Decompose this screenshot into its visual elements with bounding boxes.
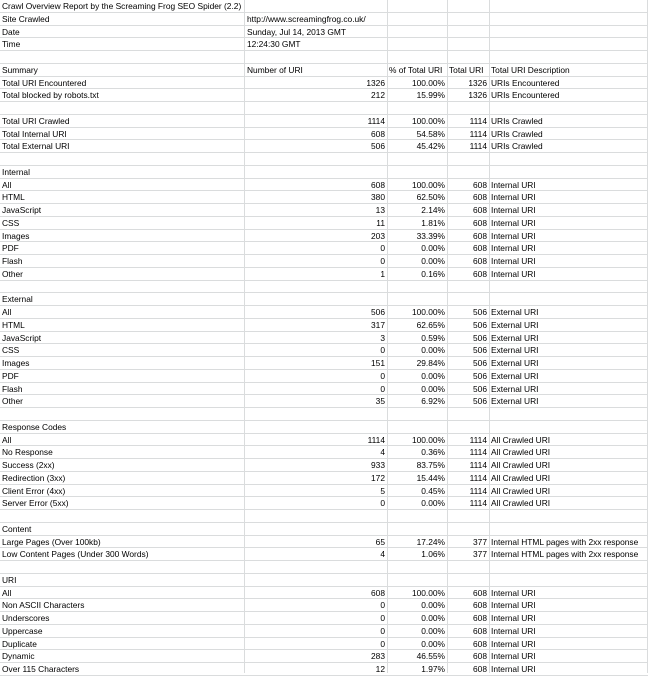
cell-total[interactable]: 377 xyxy=(473,536,487,547)
table-row xyxy=(0,536,648,549)
table-row xyxy=(0,242,648,255)
cell-description[interactable]: URIs Encountered xyxy=(491,90,560,101)
cell-label[interactable]: Images xyxy=(2,230,30,241)
cell-label[interactable]: Large Pages (Over 100kb) xyxy=(2,536,101,547)
table-row xyxy=(0,268,648,281)
cell-description[interactable]: Internal URI xyxy=(491,179,536,190)
cell-number[interactable]: 172 xyxy=(371,472,385,483)
cell-number[interactable]: 0 xyxy=(380,243,385,254)
cell-number[interactable]: 0 xyxy=(380,383,385,394)
cell-number[interactable]: 0 xyxy=(380,498,385,509)
cell-label[interactable]: HTML xyxy=(2,192,25,203)
cell-number[interactable]: 933 xyxy=(371,460,385,470)
cell-label[interactable]: HTML xyxy=(2,319,25,330)
table-row xyxy=(0,179,648,192)
table-row xyxy=(0,383,648,396)
cell-description[interactable]: External URI xyxy=(491,319,539,330)
table-row xyxy=(0,217,648,230)
cell-label[interactable]: Client Error (4xx) xyxy=(2,485,66,496)
cell-total[interactable]: 1326 xyxy=(468,77,487,88)
cell-description[interactable]: Internal HTML pages with 2xx response xyxy=(491,536,639,547)
table-row xyxy=(0,599,648,612)
cell-total[interactable]: 608 xyxy=(473,256,487,266)
cell-description[interactable]: Total URI Description xyxy=(491,64,570,75)
table-row xyxy=(0,77,648,90)
cell-total[interactable]: 1114 xyxy=(469,485,487,496)
cell-number[interactable]: 151 xyxy=(371,358,385,368)
cell-total[interactable]: 1114 xyxy=(469,498,487,509)
cell-label[interactable]: Other xyxy=(2,396,23,407)
cell-label[interactable]: CSS xyxy=(2,217,20,228)
cell-number[interactable]: 0 xyxy=(380,638,385,649)
cell-number[interactable]: 380 xyxy=(371,192,385,203)
table-row xyxy=(0,497,648,510)
cell-value[interactable]: 12:24:30 GMT xyxy=(247,39,301,50)
cell-description[interactable]: Internal URI xyxy=(491,613,536,623)
cell-description[interactable]: External URI xyxy=(491,370,539,381)
cell-description[interactable]: Internal URI xyxy=(491,217,536,228)
cell-percent[interactable]: 6.92% xyxy=(421,396,445,407)
table-row xyxy=(0,523,648,536)
cell-percent[interactable]: 62.50% xyxy=(416,192,445,203)
cell-label[interactable]: External xyxy=(2,294,33,305)
cell-percent[interactable]: 1.81% xyxy=(421,217,445,228)
cell-total[interactable]: 506 xyxy=(473,345,487,356)
cell-description[interactable]: URIs Encountered xyxy=(491,77,560,88)
table-row xyxy=(0,306,648,319)
cell-description[interactable]: URIs Crawled xyxy=(491,115,543,126)
cell-percent[interactable]: 100.00% xyxy=(411,434,445,445)
cell-description[interactable]: URIs Crawled xyxy=(491,128,543,139)
table-row xyxy=(0,370,648,383)
cell-number[interactable]: 283 xyxy=(371,651,385,662)
cell-number[interactable]: 1114 xyxy=(367,115,385,126)
cell-label[interactable]: Other xyxy=(2,268,23,279)
table-row xyxy=(0,510,648,523)
table-row xyxy=(0,64,648,77)
cell-number[interactable]: 0 xyxy=(380,256,385,266)
table-row xyxy=(0,140,648,153)
cell-label[interactable]: Redirection (3xx) xyxy=(2,472,66,483)
table-row xyxy=(0,485,648,498)
cell-label[interactable]: Underscores xyxy=(2,613,50,623)
cell-percent[interactable]: 0.00% xyxy=(421,256,445,266)
cell-total[interactable]: 1114 xyxy=(469,115,487,126)
cell-percent[interactable]: 100.00% xyxy=(411,179,445,190)
cell-label[interactable]: Content xyxy=(2,523,32,534)
cell-header-percent[interactable]: % of Total URI xyxy=(389,64,443,75)
cell-number[interactable]: 608 xyxy=(371,128,385,139)
cell-total[interactable]: 1114 xyxy=(469,128,487,139)
table-row xyxy=(0,293,648,306)
cell-number[interactable]: 608 xyxy=(371,587,385,598)
cell-percent[interactable]: 0.00% xyxy=(421,383,445,394)
cell-description[interactable]: Internal URI xyxy=(491,230,536,241)
cell-percent[interactable]: 83.75% xyxy=(416,460,445,470)
table-row xyxy=(0,625,648,638)
cell-number[interactable]: 1 xyxy=(380,268,385,279)
cell-label[interactable]: PDF xyxy=(2,370,19,381)
table-row xyxy=(0,548,648,561)
cell-label[interactable]: Low Content Pages (Under 300 Words) xyxy=(2,549,149,560)
cell-percent[interactable]: 46.55% xyxy=(416,651,445,662)
cell-description[interactable]: Internal URI xyxy=(491,268,536,279)
cell-number[interactable]: 203 xyxy=(371,230,385,241)
cell-number[interactable]: 608 xyxy=(371,179,385,190)
cell-description[interactable]: External URI xyxy=(491,358,539,368)
cell-total[interactable]: 608 xyxy=(473,651,487,662)
cell-total[interactable]: 608 xyxy=(473,613,487,623)
table-row xyxy=(0,434,648,447)
cell-description[interactable]: All Crawled URI xyxy=(491,447,551,458)
cell-label[interactable]: Success (2xx) xyxy=(2,460,55,470)
table-row xyxy=(0,191,648,204)
cell-percent[interactable]: 15.44% xyxy=(416,472,445,483)
cell-description[interactable]: All Crawled URI xyxy=(491,498,551,509)
cell-value[interactable]: Number of URI xyxy=(247,64,303,75)
cell-label[interactable]: Response Codes xyxy=(2,421,67,432)
cell-total[interactable]: 1114 xyxy=(469,141,487,152)
cell-total[interactable]: 506 xyxy=(473,319,487,330)
cell-label[interactable]: Total External URI xyxy=(2,141,70,152)
cell-number[interactable]: 212 xyxy=(371,90,385,101)
table-row xyxy=(0,561,648,574)
cell-percent[interactable]: 45.42% xyxy=(416,141,445,152)
cell-percent[interactable]: 15.99% xyxy=(416,90,445,101)
cell-label[interactable]: JavaScript xyxy=(2,205,42,215)
cell-number[interactable]: 1326 xyxy=(366,77,385,88)
cell-description[interactable]: Internal URI xyxy=(491,651,536,662)
cell-label[interactable]: Dynamic xyxy=(2,651,35,662)
table-row xyxy=(0,26,648,39)
cell-label[interactable]: Crawl Overview Report by the Screaming Frog SEO Spider (2.2) xyxy=(2,1,242,11)
table-row xyxy=(0,115,648,128)
cell-label[interactable]: Time xyxy=(2,39,21,50)
table-row xyxy=(0,459,648,472)
cell-label[interactable]: CSS xyxy=(2,345,20,356)
cell-description[interactable]: Internal URI xyxy=(491,192,536,203)
cell-total[interactable]: 506 xyxy=(473,396,487,407)
cell-number[interactable]: 35 xyxy=(375,396,385,407)
table-row xyxy=(0,472,648,485)
cell-number[interactable]: 506 xyxy=(371,307,385,317)
cell-total[interactable]: 608 xyxy=(473,664,487,674)
cell-total[interactable]: 506 xyxy=(473,383,487,394)
cell-label[interactable]: Total Internal URI xyxy=(2,128,67,139)
table-row xyxy=(0,319,648,332)
cell-label[interactable]: All xyxy=(2,179,12,190)
cell-label[interactable]: Internal xyxy=(2,166,30,177)
cell-label[interactable]: Server Error (5xx) xyxy=(2,498,69,509)
cell-percent[interactable]: 0.00% xyxy=(421,498,445,509)
cell-number[interactable]: 0 xyxy=(380,600,385,611)
table-row xyxy=(0,51,648,64)
cell-total[interactable]: 608 xyxy=(473,217,487,228)
table-row xyxy=(0,421,648,434)
cell-percent[interactable]: 0.16% xyxy=(421,268,445,279)
cell-label[interactable]: URI xyxy=(2,574,17,585)
cell-description[interactable]: Internal URI xyxy=(491,625,536,636)
cell-percent[interactable]: 62.65% xyxy=(416,319,445,330)
cell-description[interactable]: Internal URI xyxy=(491,600,536,611)
cell-label[interactable]: All xyxy=(2,587,12,598)
cell-header-total[interactable]: Total URI xyxy=(449,64,484,75)
cell-percent[interactable]: 0.59% xyxy=(421,332,445,343)
cell-value[interactable]: Sunday, Jul 14, 2013 GMT xyxy=(247,26,347,37)
table-row xyxy=(0,89,648,102)
cell-total[interactable]: 1114 xyxy=(469,472,487,483)
cell-total[interactable]: 608 xyxy=(473,600,487,611)
table-row xyxy=(0,332,648,345)
table-row xyxy=(0,446,648,459)
cell-percent[interactable]: 0.00% xyxy=(421,345,445,356)
cell-number[interactable]: 11 xyxy=(376,217,385,228)
cell-percent[interactable]: 0.00% xyxy=(421,370,445,381)
cell-percent[interactable]: 1.97% xyxy=(421,664,445,674)
cell-label[interactable]: Duplicate xyxy=(2,638,37,649)
cell-description[interactable]: Internal URI xyxy=(491,587,536,598)
cell-label[interactable]: Date xyxy=(2,26,20,37)
cell-number[interactable]: 0 xyxy=(380,345,385,356)
cell-number[interactable]: 317 xyxy=(371,319,385,330)
table-row xyxy=(0,204,648,217)
cell-label[interactable]: Total URI Crawled xyxy=(2,115,70,126)
cell-label[interactable]: Total URI Encountered xyxy=(2,77,87,88)
cell-total[interactable]: 1114 xyxy=(469,434,487,445)
cell-number[interactable]: 0 xyxy=(380,625,385,636)
cell-number[interactable]: 12 xyxy=(375,664,385,674)
table-row xyxy=(0,0,648,13)
cell-total[interactable]: 377 xyxy=(473,549,487,560)
cell-percent[interactable]: 0.00% xyxy=(421,600,445,611)
table-row xyxy=(0,344,648,357)
cell-description[interactable]: External URI xyxy=(491,332,539,343)
cell-label[interactable]: Non ASCII Characters xyxy=(2,600,85,611)
cell-description[interactable]: Internal URI xyxy=(491,256,536,266)
cell-total[interactable]: 608 xyxy=(473,192,487,203)
cell-number[interactable]: 3 xyxy=(380,332,385,343)
cell-number[interactable]: 65 xyxy=(375,536,385,547)
cell-number[interactable]: 506 xyxy=(371,141,385,152)
table-row xyxy=(0,153,648,166)
cell-total[interactable]: 1114 xyxy=(469,447,487,458)
table-row xyxy=(0,13,648,26)
cell-label[interactable]: Flash xyxy=(2,256,23,266)
cell-total[interactable]: 608 xyxy=(473,205,487,215)
cell-description[interactable]: All Crawled URI xyxy=(491,472,551,483)
table-row xyxy=(0,357,648,370)
cell-percent[interactable]: 2.14% xyxy=(421,205,445,215)
cell-description[interactable]: All Crawled URI xyxy=(491,485,551,496)
table-row xyxy=(0,230,648,243)
cell-label[interactable]: Site Crawled xyxy=(2,13,50,24)
cell-number[interactable]: 4 xyxy=(380,549,385,560)
cell-number[interactable]: 5 xyxy=(380,485,385,496)
cell-percent[interactable]: 33.39% xyxy=(416,230,445,241)
cell-description[interactable]: Internal URI xyxy=(491,638,536,649)
cell-total[interactable]: 506 xyxy=(473,307,487,317)
table-row xyxy=(0,408,648,421)
cell-description[interactable]: All Crawled URI xyxy=(491,460,551,470)
table-row xyxy=(0,574,648,587)
cell-percent[interactable]: 0.00% xyxy=(421,243,445,254)
table-row xyxy=(0,638,648,651)
cell-number[interactable]: 0 xyxy=(380,613,385,623)
cell-percent[interactable]: 54.58% xyxy=(416,128,445,139)
cell-percent[interactable]: 17.24% xyxy=(416,536,445,547)
cell-percent[interactable]: 0.36% xyxy=(421,447,445,458)
cell-total[interactable]: 608 xyxy=(473,638,487,649)
cell-total[interactable]: 608 xyxy=(473,230,487,241)
table-row xyxy=(0,587,648,600)
cell-percent[interactable]: 0.00% xyxy=(421,638,445,649)
cell-total[interactable]: 506 xyxy=(473,358,487,368)
cell-value[interactable]: http://www.screamingfrog.co.uk/ xyxy=(247,13,366,24)
table-row xyxy=(0,255,648,268)
cell-total[interactable]: 608 xyxy=(473,243,487,254)
cell-description[interactable]: All Crawled URI xyxy=(491,434,551,445)
cell-label[interactable]: All xyxy=(2,307,12,317)
cell-percent[interactable]: 100.00% xyxy=(411,115,445,126)
cell-percent[interactable]: 29.84% xyxy=(416,358,445,368)
cell-label[interactable]: Flash xyxy=(2,383,23,394)
cell-description[interactable]: Internal HTML pages with 2xx response xyxy=(491,549,639,560)
table-row xyxy=(0,612,648,625)
cell-description[interactable]: Internal URI xyxy=(491,205,536,215)
cell-label[interactable]: All xyxy=(2,434,12,445)
cell-percent[interactable]: 0.45% xyxy=(421,485,445,496)
cell-number[interactable]: 4 xyxy=(380,447,385,458)
cell-total[interactable]: 506 xyxy=(473,332,487,343)
cell-total[interactable]: 608 xyxy=(473,625,487,636)
cell-percent[interactable]: 0.00% xyxy=(421,625,445,636)
table-row xyxy=(0,395,648,408)
cell-total[interactable]: 1326 xyxy=(468,90,487,101)
cell-label[interactable]: Uppercase xyxy=(2,625,43,636)
cell-number[interactable]: 1114 xyxy=(367,434,385,445)
cell-percent[interactable]: 0.00% xyxy=(421,613,445,623)
cell-total[interactable]: 608 xyxy=(473,268,487,279)
table-row xyxy=(0,650,648,663)
cell-total[interactable]: 506 xyxy=(473,370,487,381)
cell-label[interactable]: JavaScript xyxy=(2,332,42,343)
cell-percent[interactable]: 100.00% xyxy=(411,77,445,88)
table-row xyxy=(0,663,648,676)
cell-number[interactable]: 0 xyxy=(380,370,385,381)
cell-label[interactable]: Over 115 Characters xyxy=(2,664,80,674)
cell-description[interactable]: URIs Crawled xyxy=(491,141,543,152)
cell-percent[interactable]: 100.00% xyxy=(411,587,445,598)
cell-label[interactable]: No Response xyxy=(2,447,53,458)
cell-description[interactable]: Internal URI xyxy=(491,243,536,254)
cell-label[interactable]: Total blocked by robots.txt xyxy=(2,90,99,101)
table-row xyxy=(0,166,648,179)
cell-percent[interactable]: 1.06% xyxy=(421,549,445,560)
cell-label[interactable]: PDF xyxy=(2,243,19,254)
cell-description[interactable]: Internal URI xyxy=(491,664,536,674)
table-row xyxy=(0,281,648,294)
table-row xyxy=(0,102,648,115)
cell-number[interactable]: 13 xyxy=(375,205,385,215)
cell-total[interactable]: 608 xyxy=(473,179,487,190)
cell-label[interactable]: Summary xyxy=(2,64,38,75)
cell-percent[interactable]: 100.00% xyxy=(411,307,445,317)
cell-description[interactable]: External URI xyxy=(491,396,539,407)
cell-total[interactable]: 1114 xyxy=(469,460,487,470)
cell-description[interactable]: External URI xyxy=(491,307,539,317)
table-row xyxy=(0,128,648,141)
table-row xyxy=(0,38,648,51)
cell-label[interactable]: Images xyxy=(2,358,30,368)
cell-total[interactable]: 608 xyxy=(473,587,487,598)
cell-description[interactable]: External URI xyxy=(491,383,539,394)
cell-description[interactable]: External URI xyxy=(491,345,539,356)
